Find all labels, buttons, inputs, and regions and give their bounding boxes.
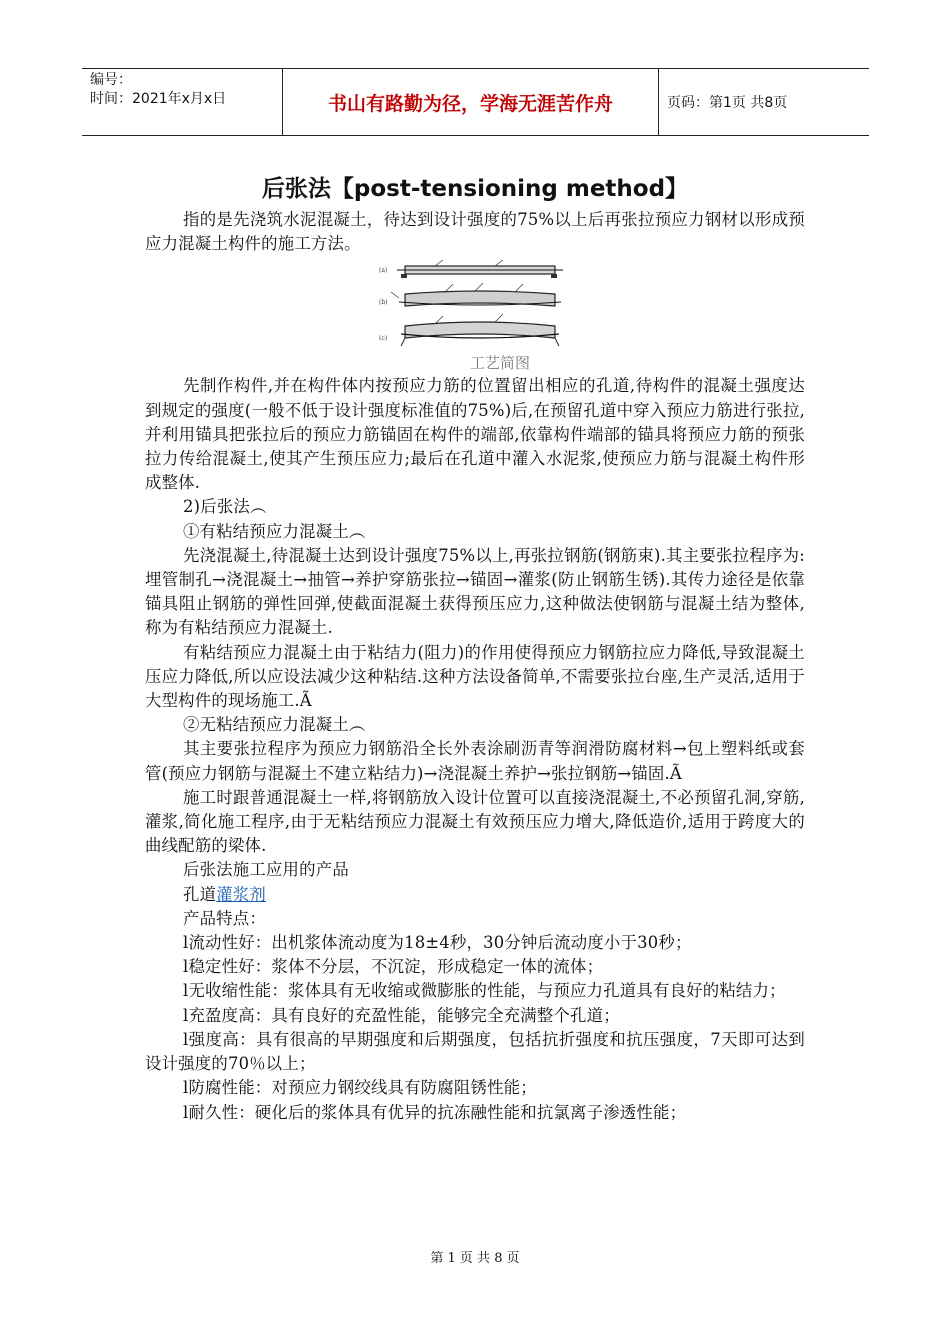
feature-stability: l稳定性好：浆体不分层，不沉淀，形成稳定一体的流体； — [183, 957, 604, 977]
beam-c — [405, 322, 555, 338]
product-prefix: 孔道 — [183, 884, 217, 904]
time-label: 时间：2021年x月x日 — [90, 91, 227, 107]
paragraph-bonded-process: 先浇混凝土,待混凝土达到设计强度75%以上,再张拉钢筋(钢筋束).其主要张拉程序为:埋管制孔→浇混凝土→抽管→养护穿筋张拉→锚固→灌浆(防止钢筋生锈).其传力途径是依靠锚具阻止钢筋的弹性回弹,使截面混凝土获得预压应力,这种做法使钢筋与混凝土结为整体,称为有粘结预应力混凝土. — [145, 545, 805, 638]
features-heading: 产品特点： — [183, 908, 266, 928]
header-meta — [82, 69, 282, 135]
figure-label-c: (c) — [379, 335, 388, 343]
paragraph-unbonded-process: 其主要张拉程序为预应力钢筋沿全长外表涂刷沥青等润滑防腐材料→包上塑料纸或套管(预应力钢筋与混凝土不建立粘结力)→浇混凝土养护→张拉钢筋→锚固.Ã — [145, 739, 805, 783]
subsection-unbonded: ②无粘结预应力混凝土︵ — [183, 715, 366, 735]
page-footer: 第 1 页 共 8 页 — [430, 1251, 520, 1266]
number-label: 编号： — [90, 72, 132, 88]
section-heading-post-tensioning: 2)后张法︵ — [183, 497, 267, 517]
feature-fluidity: l流动性好：出机浆体流动度为18±4秒，30分钟后流动度小于30秒； — [183, 933, 692, 953]
header-page-code: 页码：第1页 共8页 — [667, 95, 788, 111]
subsection-bonded: ①有粘结预应力混凝土︵ — [183, 521, 366, 541]
figure-caption: 工艺简图 — [469, 354, 530, 373]
feature-strength: l强度高：具有很高的早期强度和后期强度，包括抗折强度和抗压强度，7天即可达到设计强度的70％以上； — [145, 1029, 805, 1074]
feature-filling: l充盈度高：具有良好的充盈性能，能够完全充满整个孔道； — [183, 1005, 620, 1025]
paragraph-unbonded-notes: 施工时跟普通混凝土一样,将钢筋放入设计位置可以直接浇混凝土,不必预留孔洞,穿筋,灌浆,简化施工程序,由于无粘结预应力混凝土有效预压应力增大,降低造价,适用于跨度大的曲线配筋的梁体. — [145, 787, 805, 856]
process-diagram — [375, 260, 575, 352]
grouting-agent-link[interactable]: 灌浆剂 — [216, 884, 266, 904]
feature-no-shrinkage: l无收缩性能：浆体具有无收缩或微膨胀的性能，与预应力孔道具有良好的粘结力； — [183, 981, 786, 1001]
figure-label-b: (b) — [379, 299, 388, 307]
header-motto: 书山有路勤为径，学海无涯苦作舟 — [282, 69, 659, 135]
products-heading: 后张法施工应用的产品 — [183, 860, 349, 880]
figure-label-a: (a) — [379, 267, 388, 275]
process-figure — [145, 260, 805, 374]
feature-durability: l耐久性：硬化后的浆体具有优异的抗冻融性能和抗氯离子渗透性能； — [183, 1102, 687, 1122]
feature-corrosion: l防腐性能：对预应力钢绞线具有防腐阻锈性能； — [183, 1078, 537, 1098]
page-header — [82, 68, 869, 136]
document-body — [145, 208, 805, 1125]
paragraph-bonded-notes: 有粘结预应力混凝土由于粘结力(阻力)的作用使得预应力钢筋拉应力降低,导致混凝土压应力降低,所以应设法减少这种粘结.这种方法设备简单,不需要张拉台座,生产灵活,适用于大型构件的现场施工.Ã — [145, 642, 805, 711]
product-line — [145, 883, 805, 907]
paragraph-1: 先制作构件,并在构件体内按预应力筋的位置留出相应的孔道,待构件的混凝土强度达到规定的强度(一般不低于设计强度标准值的75%)后,在预留孔道中穿入预应力筋进行张拉,并利用锚具把张拉后的预应力筋锚固在构件的端部,依靠构件端部的锚具将预应力筋的预张拉力传给混凝土,使其产生预压应力;最后在孔道中灌入水泥浆,使预应力筋与混凝土构件形成整体. — [145, 376, 805, 493]
intro-paragraph: 指的是先浇筑水泥混凝土，待达到设计强度的75%以上后再张拉预应力钢材以形成预应力混凝土构件的施工方法。 — [145, 210, 805, 254]
document-title: 后张法【post-tensioning method】 — [261, 176, 689, 202]
